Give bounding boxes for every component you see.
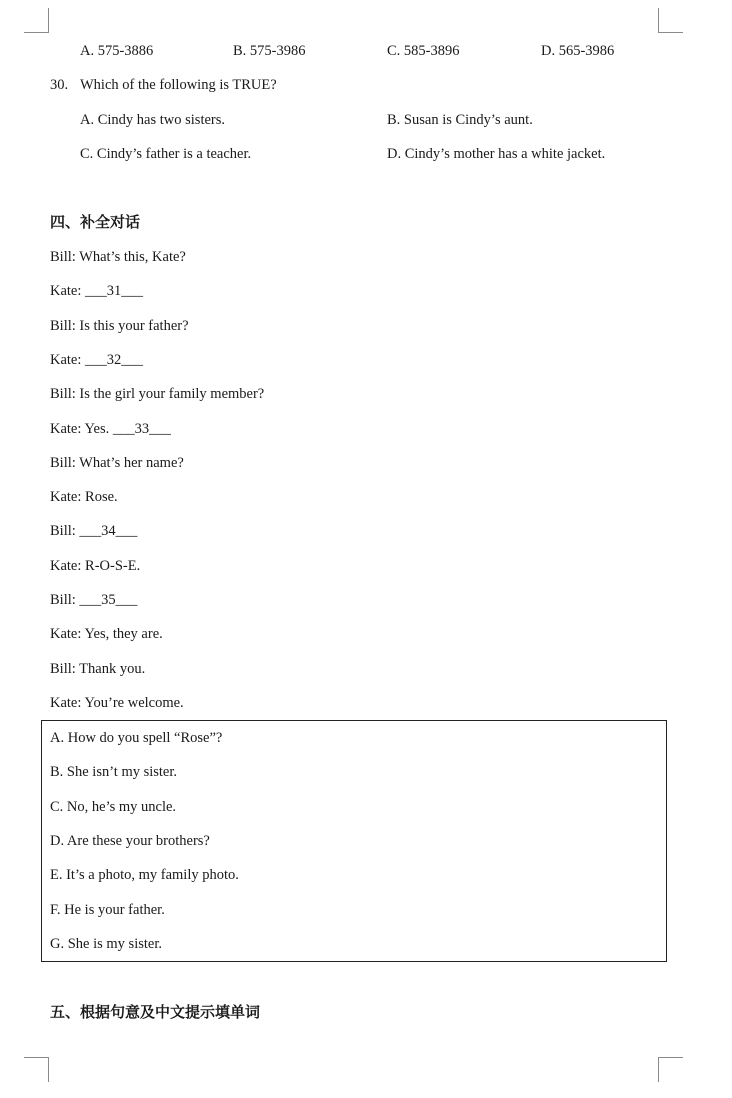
q29-option-b: B. 575-3986 xyxy=(233,43,306,59)
dialogue-line: Kate: ___31___ xyxy=(50,283,144,299)
corner-mark-bottom-right xyxy=(658,1057,683,1082)
choice-item: E. It’s a photo, my family photo. xyxy=(50,867,239,883)
dialogue-line: Bill: Is the girl your family member? xyxy=(50,386,265,402)
dialogue-line: Bill: ___35___ xyxy=(50,592,138,608)
q30-number: 30. xyxy=(50,77,69,93)
corner-mark-bottom-left xyxy=(24,1057,49,1082)
q30-stem: Which of the following is TRUE? xyxy=(80,77,277,93)
q30-option-d: D. Cindy’s mother has a white jacket. xyxy=(387,146,606,162)
q30-option-c: C. Cindy’s father is a teacher. xyxy=(80,146,252,162)
dialogue-line: Bill: ___34___ xyxy=(50,523,138,539)
q29-option-a: A. 575-3886 xyxy=(80,43,154,59)
choice-item: G. She is my sister. xyxy=(50,936,162,952)
corner-mark-top-right xyxy=(658,8,683,33)
dialogue-line: Kate: You’re welcome. xyxy=(50,695,184,711)
dialogue-line: Bill: What’s her name? xyxy=(50,455,184,471)
q30-option-b: B. Susan is Cindy’s aunt. xyxy=(387,112,533,128)
choice-item: B. She isn’t my sister. xyxy=(50,764,178,780)
section4-heading: 四、补全对话 xyxy=(50,213,141,231)
corner-mark-top-left xyxy=(24,8,49,33)
section5-heading: 五、根据句意及中文提示填单词 xyxy=(50,1003,261,1021)
choice-item: A. How do you spell “Rose”? xyxy=(50,730,223,746)
dialogue-line: Kate: Yes, they are. xyxy=(50,626,163,642)
choice-item: C. No, he’s my uncle. xyxy=(50,799,177,815)
dialogue-line: Kate: ___32___ xyxy=(50,352,144,368)
choice-item: F. He is your father. xyxy=(50,902,165,918)
dialogue-line: Bill: Thank you. xyxy=(50,661,146,677)
dialogue-line: Kate: Yes. ___33___ xyxy=(50,421,171,437)
dialogue-line: Kate: Rose. xyxy=(50,489,118,505)
q29-option-d: D. 565-3986 xyxy=(541,43,615,59)
dialogue-line: Kate: R-O-S-E. xyxy=(50,558,141,574)
q29-option-c: C. 585-3896 xyxy=(387,43,460,59)
dialogue-line: Bill: Is this your father? xyxy=(50,318,189,334)
q30-option-a: A. Cindy has two sisters. xyxy=(80,112,225,128)
choice-item: D. Are these your brothers? xyxy=(50,833,210,849)
dialogue-line: Bill: What’s this, Kate? xyxy=(50,249,186,265)
